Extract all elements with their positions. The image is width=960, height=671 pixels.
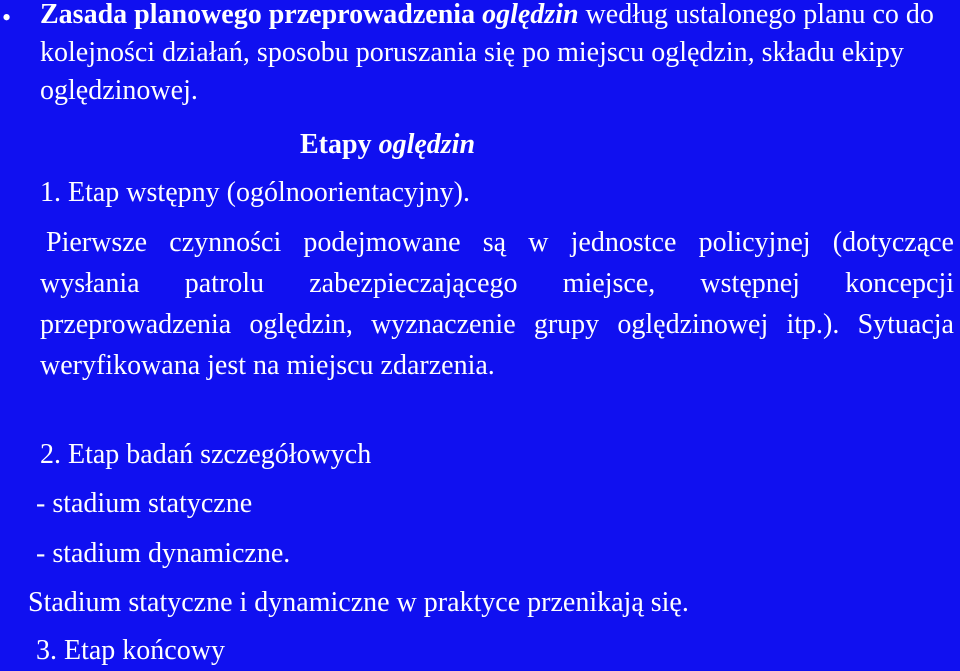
bullet-icon: • <box>2 3 12 32</box>
stages-heading <box>300 126 475 164</box>
intro-rest: według ustalonego planu co do kolejności działań, sposobu poruszania się po miejscu oględzin, składu ekipy oględzinowej. <box>40 0 934 106</box>
stage-1-description <box>40 222 954 386</box>
static-stage-item: - stadium statyczne <box>36 488 253 519</box>
stages-heading-emphasis: oględzin <box>378 129 476 160</box>
stages-interplay-note: Stadium statyczne i dynamiczne w praktyce przenikają się. <box>28 587 689 618</box>
dynamic-stage-item: - stadium dynamiczne. <box>36 538 291 569</box>
stage-2-title: 2. Etap badań szczegółowych <box>40 439 372 470</box>
stage-3-title: 3. Etap końcowy <box>36 635 225 666</box>
stage-1-title: 1. Etap wstępny (ogólnoorientacyjny). <box>40 177 471 208</box>
intro-paragraph <box>40 0 956 110</box>
intro-lead-emphasis: oględzin <box>482 0 579 30</box>
intro-lead: Zasada planowego przeprowadzenia <box>40 0 476 30</box>
stages-heading-label: Etapy <box>300 129 372 160</box>
stage-1-description-text: Pierwsze czynności podejmowane są w jednostce policyjnej (dotyczące wysłania patrolu zabezpieczającego miejsce, wstępnej koncepcji przeprowadzenia oględzin, wyznaczenie grupy oględzinowej itp.). Sytuacja weryfikowana jest na miejscu zdarzenia. <box>40 227 954 381</box>
